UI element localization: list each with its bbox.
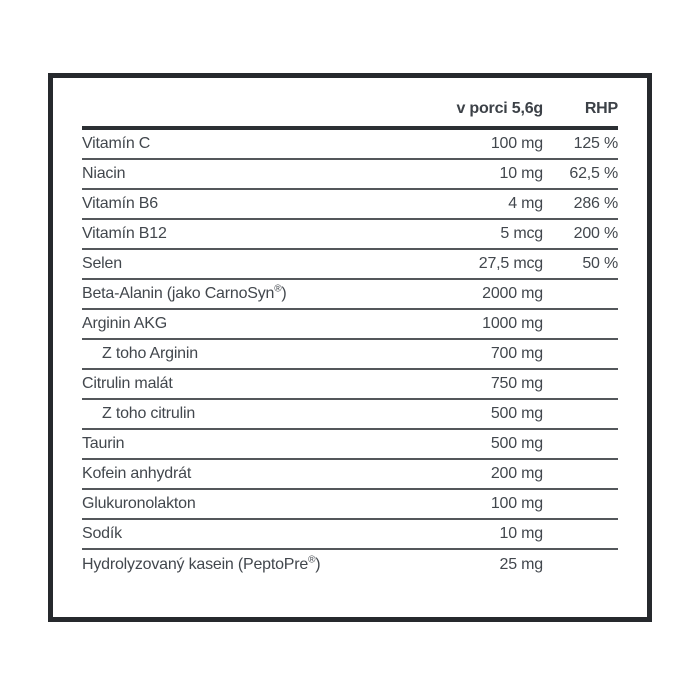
- row-amount-value: 700 mg: [490, 345, 543, 362]
- row-ingredient-label: Z toho citrulin: [102, 405, 196, 422]
- table-row: [82, 160, 618, 190]
- table-row: [82, 520, 618, 550]
- row-amount-value: 750 mg: [490, 375, 543, 392]
- table-row: [82, 280, 618, 310]
- row-amount-value: 10 mg: [499, 165, 543, 182]
- row-amount-value: 100 mg: [490, 135, 543, 152]
- row-amount-value: 500 mg: [490, 405, 543, 422]
- row-amount-value: 100 mg: [490, 495, 543, 512]
- row-ingredient-label: Vitamín B6: [82, 195, 158, 212]
- registered-trademark-symbol: ®: [308, 554, 316, 566]
- row-ingredient-label: Niacin: [82, 165, 126, 182]
- table-row: [82, 130, 618, 160]
- row-ingredient-label: Vitamín C: [82, 135, 151, 152]
- row-amount-value: 10 mg: [499, 525, 543, 542]
- table-row: [82, 370, 618, 400]
- supplement-facts-panel: [48, 73, 652, 622]
- table-row: [82, 400, 618, 430]
- row-rhp-value: 125 %: [573, 135, 618, 152]
- table-row: [82, 550, 618, 580]
- table-body: [82, 130, 618, 580]
- table-row: [82, 250, 618, 280]
- row-amount-value: 200 mg: [490, 465, 543, 482]
- row-amount-value: 4 mg: [508, 195, 543, 212]
- table-row: [82, 430, 618, 460]
- row-amount-value: 5 mcg: [500, 225, 543, 242]
- row-ingredient-label: Sodík: [82, 525, 122, 542]
- table-row: [82, 490, 618, 520]
- row-rhp-value: 286 %: [573, 195, 618, 212]
- table-row: [82, 190, 618, 220]
- row-amount-value: 500 mg: [490, 435, 543, 452]
- table-row: [82, 340, 618, 370]
- row-ingredient-label: Kofein anhydrát: [82, 465, 192, 482]
- row-ingredient-label: Taurin: [82, 435, 125, 452]
- row-ingredient-label: Arginin AKG: [82, 315, 167, 332]
- row-ingredient-label: Selen: [82, 255, 122, 272]
- table-row: [82, 220, 618, 250]
- row-rhp-value: 200 %: [573, 225, 618, 242]
- table-header-row: [82, 78, 618, 130]
- table-row: [82, 460, 618, 490]
- row-ingredient-label: Hydrolyzovaný kasein (PeptoPre®): [82, 554, 321, 573]
- table-row: [82, 310, 618, 340]
- row-amount-value: 1000 mg: [482, 315, 543, 332]
- row-rhp-value: 50 %: [582, 255, 618, 272]
- row-amount-value: 2000 mg: [482, 285, 543, 302]
- registered-trademark-symbol: ®: [274, 283, 282, 295]
- row-amount-value: 27,5 mcg: [478, 255, 543, 272]
- row-rhp-value: 62,5 %: [569, 165, 618, 182]
- row-ingredient-label: Z toho Arginin: [102, 345, 198, 362]
- supplement-facts-table: [82, 78, 618, 580]
- row-amount-value: 25 mg: [499, 556, 543, 573]
- row-ingredient-label: Beta-Alanin (jako CarnoSyn®): [82, 283, 287, 302]
- row-ingredient-label: Citrulin malát: [82, 375, 173, 392]
- row-ingredient-label: Glukuronolakton: [82, 495, 196, 512]
- header-per-serving-column: v porci 5,6g: [456, 100, 543, 117]
- header-rhp-column: RHP: [584, 100, 618, 117]
- row-ingredient-label: Vitamín B12: [82, 225, 167, 242]
